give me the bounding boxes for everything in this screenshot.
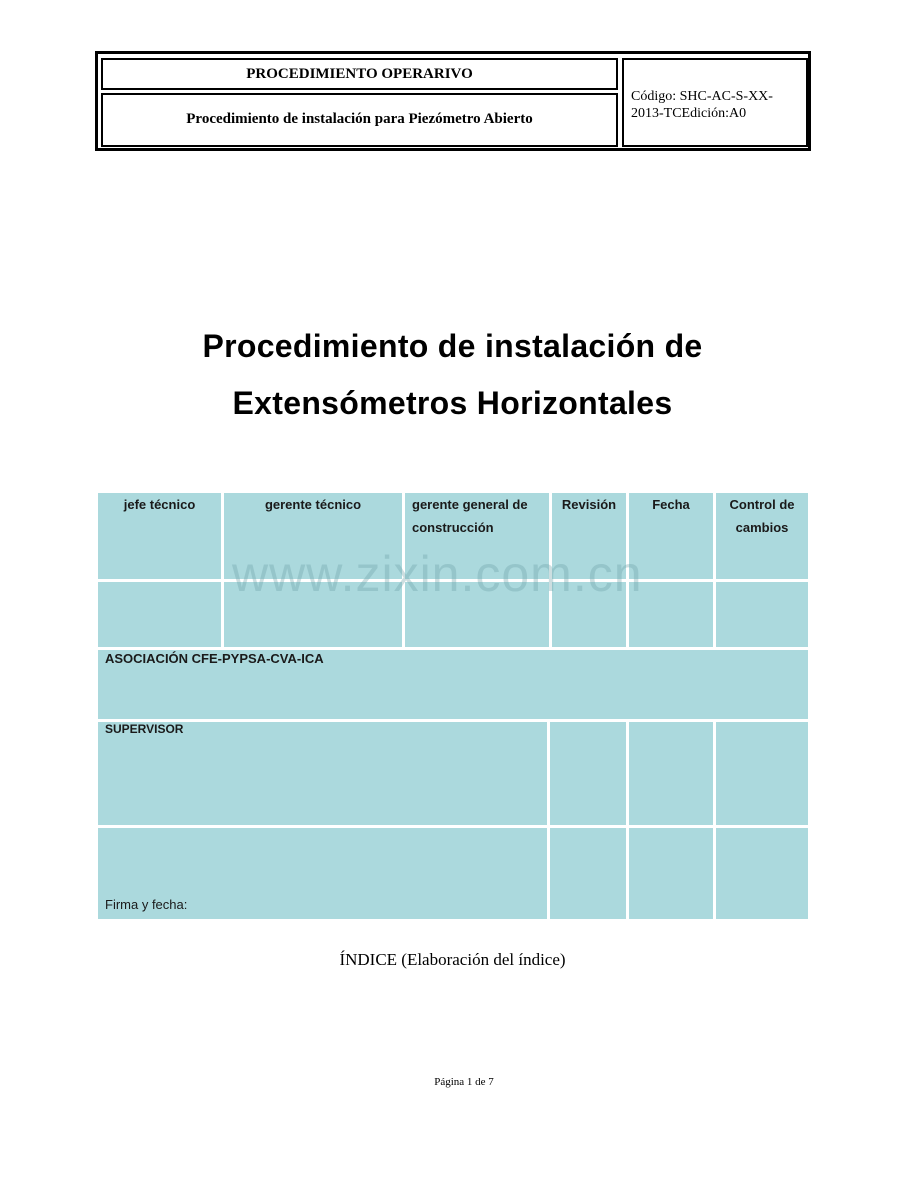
table-cell [629, 828, 713, 919]
document-title-line1: Procedimiento de instalación de [202, 328, 703, 364]
document-header [95, 51, 811, 151]
header-document-code: Código: SHC-AC-S-XX-2013-TCEdición:A0 [622, 58, 808, 147]
index-heading: ÍNDICE (Elaboración del índice) [339, 950, 566, 969]
document-title [0, 318, 905, 432]
table-header-gerente-general: gerente general de construcción [405, 493, 549, 579]
table-header-jefe-tecnico: jefe técnico [98, 493, 221, 579]
page-number: Página 1 de 7 [434, 1076, 494, 1088]
header-title: PROCEDIMIENTO OPERARIVO [101, 58, 618, 90]
table-cell [550, 828, 626, 919]
table-header-fecha: Fecha [629, 493, 713, 579]
table-header-gerente-tecnico: gerente técnico [224, 493, 402, 579]
header-subtitle: Procedimiento de instalación para Piezómetro Abierto [101, 93, 618, 147]
table-cell [716, 722, 808, 825]
table-cell [98, 582, 221, 647]
table-cell [405, 582, 549, 647]
table-header-control-cambios: Control de cambios [716, 493, 808, 579]
signature-cell: Firma y fecha: [98, 828, 547, 919]
table-cell [716, 828, 808, 919]
document-title-line2: Extensómetros Horizontales [232, 385, 673, 421]
table-cell [629, 582, 713, 647]
table-header-revision: Revisión [552, 493, 626, 579]
table-cell [224, 582, 402, 647]
table-cell [550, 722, 626, 825]
table-cell [552, 582, 626, 647]
watermark: www.zixin.com.cn [232, 546, 643, 602]
association-row: ASOCIACIÓN CFE-PYPSA-CVA-ICA [98, 650, 808, 719]
table-cell [629, 722, 713, 825]
supervisor-cell: SUPERVISOR [98, 722, 547, 825]
table-cell [716, 582, 808, 647]
